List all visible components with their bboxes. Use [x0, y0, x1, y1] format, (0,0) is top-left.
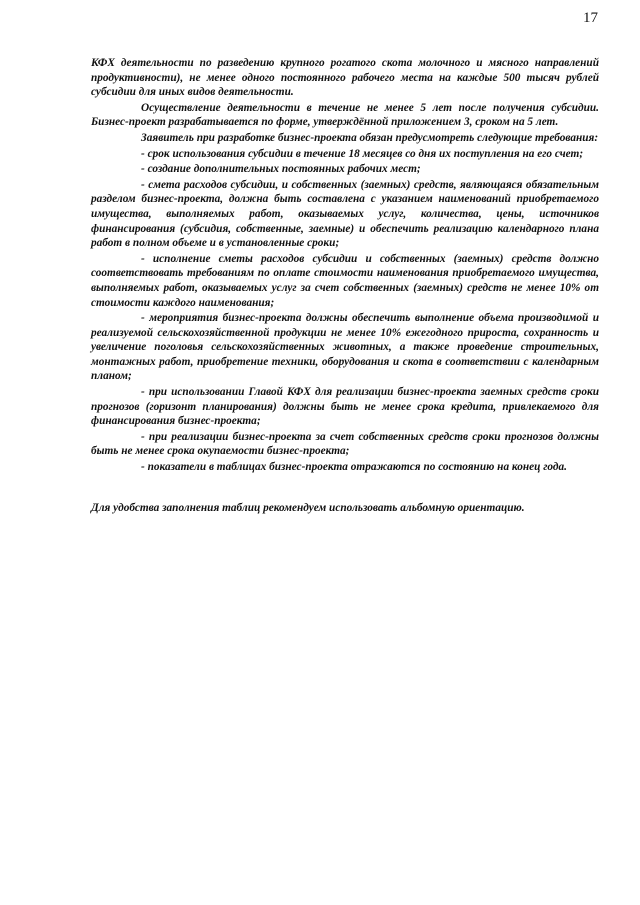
body-text	[91, 56, 599, 516]
list-item: - исполнение сметы расходов субсидии и собственных (заемных) средств должно соответствовать требованиям по оплате стоимости наименования приобретаемого имущества, выполняемых работ, оказываемых услуг за счет собственных (заемных) средств не менее 10% от стоимости каждого наименования;	[91, 252, 599, 309]
list-item: - мероприятия бизнес-проекта должны обеспечить выполнение объема производимой и реализуемой сельскохозяйственной продукции не менее 10% ежегодного прироста, сохранность и увеличение поголовья сельскохозяйственных животных, а также проведение строительных, монтажных работ, приобретение техники, оборудования и скота в соответствии с календарным планом;	[91, 312, 599, 383]
paragraph: КФХ деятельности по разведению крупного рогатого скота молочного и мясного направлений продуктивности), не менее одного постоянного рабочего места на каждые 500 тысяч рублей субсидии для иных видов деятельности.	[91, 57, 599, 99]
list-item: - смета расходов субсидии, и собственных (заемных) средств, являющаяся обязательным разделом бизнес-проекта, должна быть составлена с указанием наименований приобретаемого имущества, выполняемых работ, оказываемых услуг, количества, цены, источников финансирования (субсидия, собственные, заемные) и обеспечить реализацию календарного плана работ в полном объеме и в установленные сроки;	[91, 178, 599, 250]
list-item: - создание дополнительных постоянных рабочих мест;	[141, 163, 421, 176]
page-number: 17	[583, 10, 598, 26]
list-item: - при использовании Главой КФХ для реализации бизнес-проекта заемных средств сроки прогнозов (горизонт планирования) должны быть не менее срока кредита, привлекаемого для финансирования бизнес-проекта;	[91, 386, 599, 428]
list-item: - при реализации бизнес-проекта за счет собственных средств сроки прогнозов должны быть не менее срока окупаемости бизнес-проекта;	[91, 430, 599, 458]
list-item: - показатели в таблицах бизнес-проекта отражаются по состоянию на конец года.	[141, 461, 567, 474]
list-item: - срок использования субсидии в течение 18 месяцев со дня их поступления на его счет;	[141, 147, 584, 160]
final-note: Для удобства заполнения таблиц рекомендуем использовать альбомную ориентацию.	[91, 501, 525, 514]
paragraph: Осуществление деятельности в течение не менее 5 лет после получения субсидии. Бизнес-проект разрабатывается по форме, утверждённой приложением 3, сроком на 5 лет.	[91, 101, 599, 129]
paragraph: Заявитель при разработке бизнес-проекта обязан предусмотреть следующие требования:	[141, 131, 599, 144]
